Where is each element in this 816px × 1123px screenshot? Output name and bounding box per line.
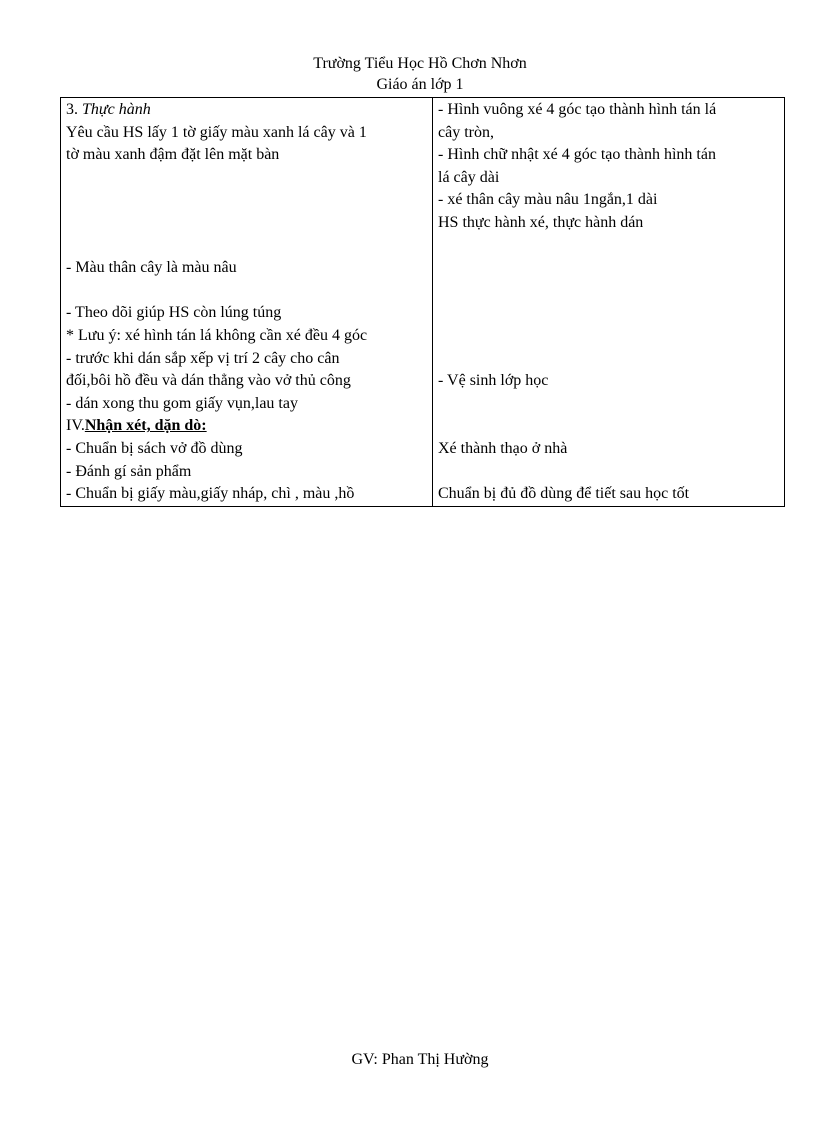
text-line: - Chuẩn bị giấy màu,giấy nháp, chì , màu ,hồ bbox=[66, 485, 355, 503]
text-line: HS thực hành xé, thực hành dán bbox=[438, 213, 644, 231]
text-line: * Lưu ý: xé hình tán lá không cần xé đều 4 góc bbox=[66, 326, 368, 344]
lesson-table bbox=[60, 97, 785, 507]
page-footer bbox=[0, 1051, 816, 1069]
text-line: - Vệ sinh lớp học bbox=[438, 372, 549, 390]
text-line: - Hình vuông xé 4 góc tạo thành hình tán lá bbox=[438, 101, 717, 118]
text-line: - Theo dõi giúp HS còn lúng túng bbox=[66, 304, 282, 322]
section-number: IV. bbox=[66, 417, 85, 435]
text-line: - Hình chữ nhật xé 4 góc tạo thành hình tán bbox=[438, 146, 716, 164]
section-title: Thực hành bbox=[82, 101, 151, 118]
text-line: cây tròn, bbox=[438, 123, 494, 141]
school-name: Trường Tiểu Học Hồ Chơn Nhơn bbox=[313, 55, 527, 72]
text-line: đối,bôi hồ đều và dán thẳng vào vở thủ công bbox=[66, 372, 351, 390]
section-number: 3. bbox=[66, 101, 82, 118]
section-heading bbox=[66, 415, 427, 438]
text-line: - Đánh gí sản phẩm bbox=[66, 462, 192, 480]
text-line: - Chuẩn bị sách vở đồ dùng bbox=[66, 439, 243, 457]
teacher-name: GV: Phan Thị Hường bbox=[351, 1051, 489, 1068]
lesson-subject: Giáo án lớp 1 bbox=[376, 76, 464, 93]
text-line: - dán xong thu gom giấy vụn,lau tay bbox=[66, 394, 298, 412]
page-header bbox=[0, 53, 816, 95]
text-line: lá cây dài bbox=[438, 168, 500, 186]
text-line: tờ màu xanh đậm đặt lên mặt bàn bbox=[66, 146, 280, 164]
teacher-activities-cell bbox=[61, 98, 433, 507]
text-line: Xé thành thạo ở nhà bbox=[438, 439, 568, 457]
student-activities-cell bbox=[433, 98, 785, 507]
table-row bbox=[61, 98, 785, 507]
section-heading bbox=[66, 99, 427, 122]
section-title: Nhận xét, dặn dò: bbox=[84, 417, 207, 435]
text-line: Chuẩn bị đủ đồ dùng để tiết sau học tốt bbox=[438, 485, 690, 503]
text-line: - trước khi dán sắp xếp vị trí 2 cây cho cân bbox=[66, 349, 340, 367]
text-line: - Màu thân cây là màu nâu bbox=[66, 259, 237, 277]
text-line: - xé thân cây màu nâu 1ngắn,1 dài bbox=[438, 191, 658, 209]
text-line: Yêu cầu HS lấy 1 tờ giấy màu xanh lá cây và 1 bbox=[66, 123, 367, 141]
